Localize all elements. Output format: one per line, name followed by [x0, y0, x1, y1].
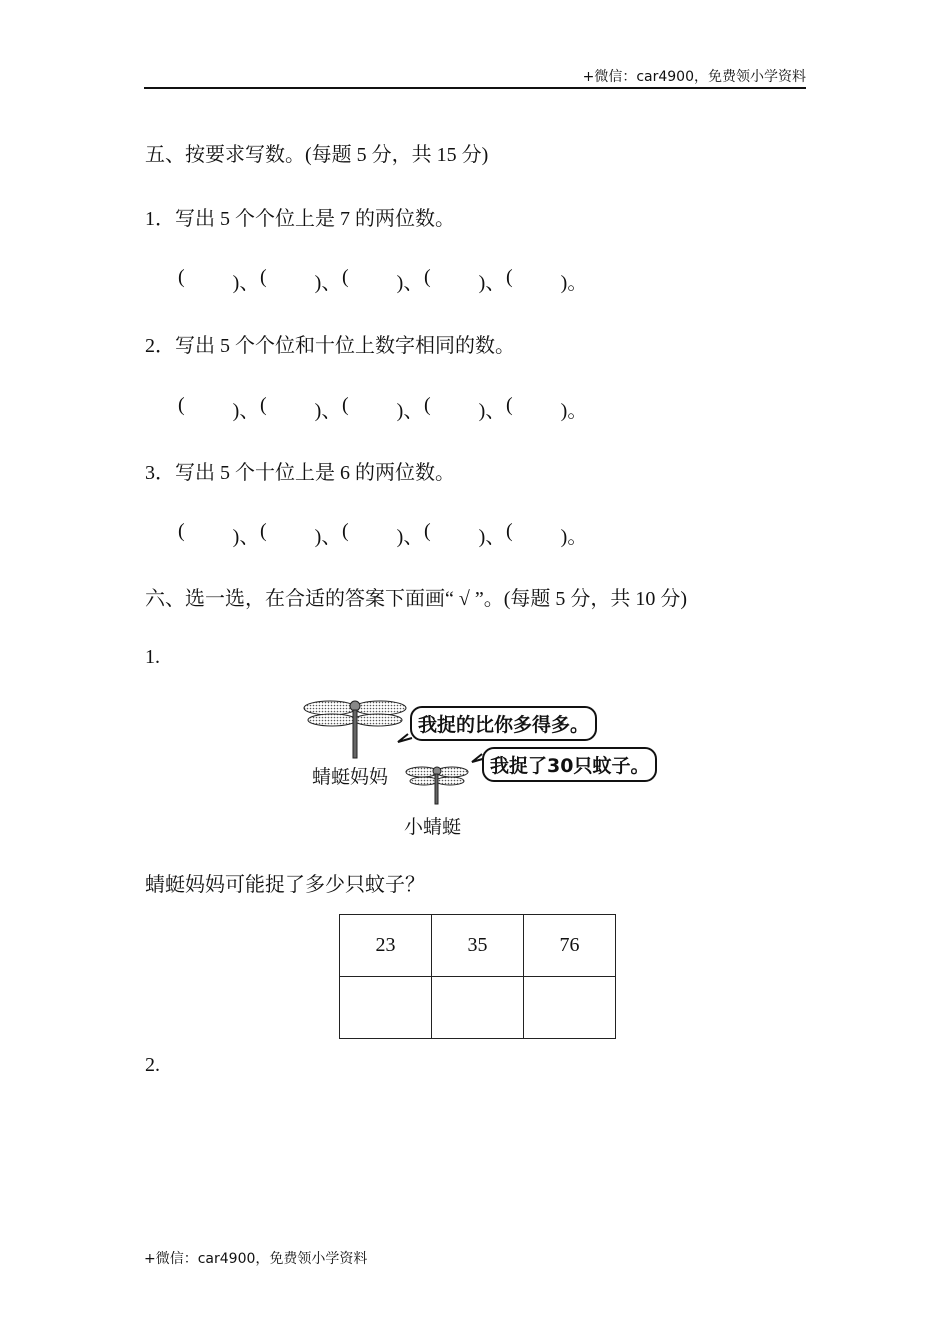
- question-1-number: 1.: [145, 646, 160, 668]
- answer-blank[interactable]: ( )、: [178, 394, 260, 422]
- answer-blank[interactable]: ( )、: [342, 266, 424, 294]
- option-value: 23: [340, 915, 432, 977]
- section5-title: 五、按要求写数。(每题 5 分，共 15 分): [145, 144, 489, 166]
- options-table: [339, 914, 616, 1039]
- mother-dragonfly-label: 蜻蜓妈妈: [312, 766, 389, 788]
- answer-blanks-2: [178, 394, 588, 423]
- table-row: [340, 977, 616, 1039]
- answer-blank[interactable]: ( )。: [506, 394, 588, 422]
- question-2: 2．写出 5 个个位和十位上数字相同的数。: [145, 335, 515, 357]
- answer-blank[interactable]: ( )。: [506, 520, 588, 548]
- answer-blank[interactable]: ( )。: [506, 266, 588, 294]
- answer-blank[interactable]: ( )、: [342, 394, 424, 422]
- baby-dragonfly-icon: [406, 767, 468, 804]
- table-row: [340, 915, 616, 977]
- answer-blanks-3: [178, 520, 588, 549]
- header-divider: [144, 87, 806, 89]
- answer-blank[interactable]: ( )、: [260, 394, 342, 422]
- question-3: 3．写出 5 个十位上是 6 的两位数。: [145, 462, 455, 484]
- answer-blank[interactable]: ( )、: [424, 520, 506, 548]
- answer-blank[interactable]: ( )、: [342, 520, 424, 548]
- answer-cell[interactable]: [524, 977, 616, 1039]
- answer-blank[interactable]: ( )、: [260, 266, 342, 294]
- answer-blank[interactable]: ( )、: [178, 266, 260, 294]
- option-value: 35: [432, 915, 524, 977]
- answer-blank[interactable]: ( )、: [178, 520, 260, 548]
- mother-dragonfly-icon: [304, 701, 406, 758]
- answer-blank[interactable]: ( )、: [424, 394, 506, 422]
- section6-title: 六、选一选，在合适的答案下面画“ √ ”。(每题 5 分，共 10 分): [145, 588, 688, 610]
- footer-text: +微信：car4900，免费领小学资料: [144, 1251, 368, 1267]
- option-value: 76: [524, 915, 616, 977]
- answer-blank[interactable]: ( )、: [260, 520, 342, 548]
- question-1-text: 蜻蜓妈妈可能捉了多少只蚊子？: [145, 874, 425, 896]
- baby-dragonfly-label: 小蜻蜓: [404, 816, 462, 838]
- child-speech-bubble: 我捉了30只蚊子。: [482, 747, 657, 782]
- dragonfly-figure: [300, 692, 650, 842]
- header-text: +微信：car4900，免费领小学资料: [582, 69, 806, 85]
- answer-blank[interactable]: ( )、: [424, 266, 506, 294]
- answer-blanks-1: [178, 266, 588, 295]
- question-2-number: 2.: [145, 1054, 160, 1076]
- answer-cell[interactable]: [340, 977, 432, 1039]
- answer-cell[interactable]: [432, 977, 524, 1039]
- mother-speech-bubble: 我捉的比你多得多。: [410, 706, 597, 741]
- question-1: 1．写出 5 个个位上是 7 的两位数。: [145, 208, 455, 230]
